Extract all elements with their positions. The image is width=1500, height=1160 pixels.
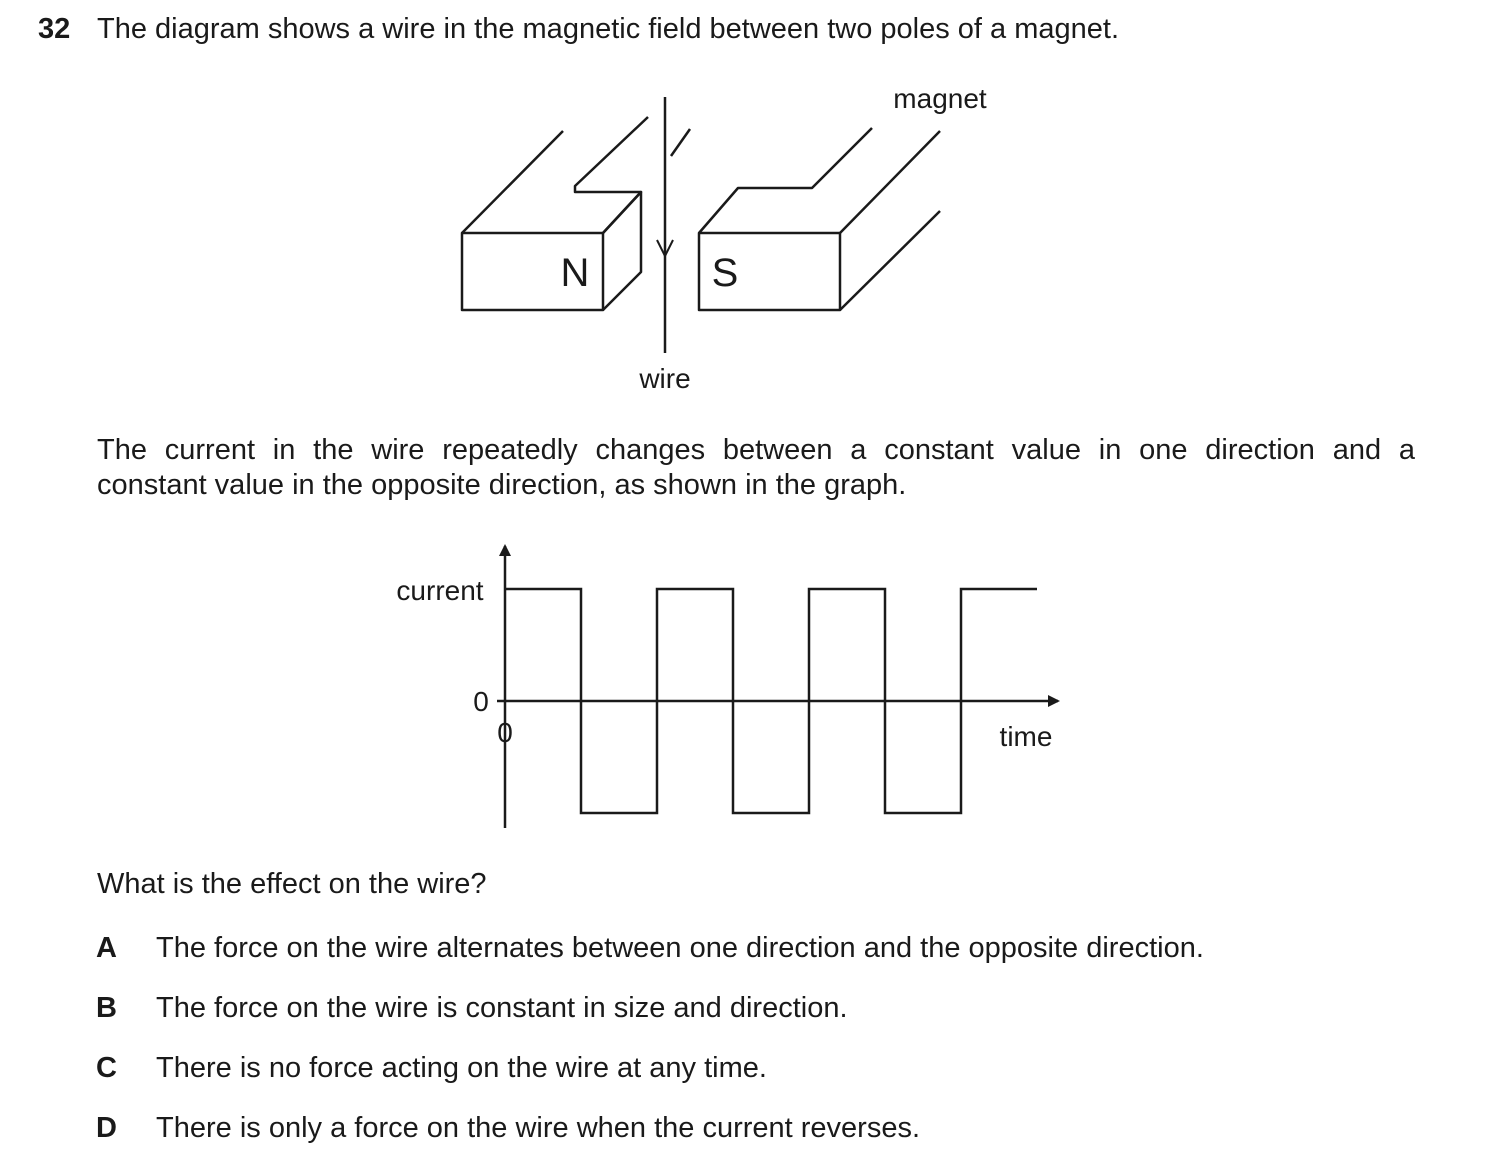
- option-text: There is only a force on the wire when the current reverses.: [156, 1112, 921, 1144]
- option-letter: A: [96, 932, 117, 964]
- description-line-1: The current in the wire repeatedly changes between a constant value in one direction and a: [97, 434, 1415, 466]
- question-stem: The diagram shows a wire in the magnetic field between two poles of a magnet.: [97, 13, 1119, 45]
- x-axis-label: time: [999, 721, 1053, 752]
- magnet-label: magnet: [893, 83, 987, 114]
- description-line-2: constant value in the opposite direction, as shown in the graph.: [97, 469, 907, 501]
- y-axis-label: current: [396, 575, 484, 606]
- option-d[interactable]: [96, 1110, 920, 1146]
- magnet-diagram: [462, 97, 940, 353]
- option-letter: D: [96, 1112, 117, 1144]
- x-zero-tick-label: 0: [497, 717, 513, 748]
- current-time-graph: [497, 546, 1058, 828]
- current-description: [97, 433, 1415, 503]
- option-text: The force on the wire alternates between one direction and the opposite direction.: [156, 932, 1204, 964]
- option-a[interactable]: [96, 930, 1204, 966]
- wire-label: wire: [639, 363, 691, 394]
- option-c[interactable]: [96, 1050, 767, 1086]
- north-pole-label: N: [560, 251, 590, 295]
- option-letter: C: [96, 1052, 117, 1084]
- question-number: 32: [38, 13, 71, 45]
- north-pole-block: [462, 117, 648, 310]
- south-pole-label: S: [711, 251, 739, 295]
- option-text: The force on the wire is constant in size and direction.: [156, 992, 848, 1024]
- option-b[interactable]: [96, 990, 848, 1026]
- magnet-back-edge: [671, 129, 690, 156]
- option-letter: B: [96, 992, 117, 1024]
- question-prompt: What is the effect on the wire?: [97, 868, 487, 900]
- y-zero-tick-label: 0: [473, 686, 489, 717]
- option-text: There is no force acting on the wire at any time.: [156, 1052, 767, 1084]
